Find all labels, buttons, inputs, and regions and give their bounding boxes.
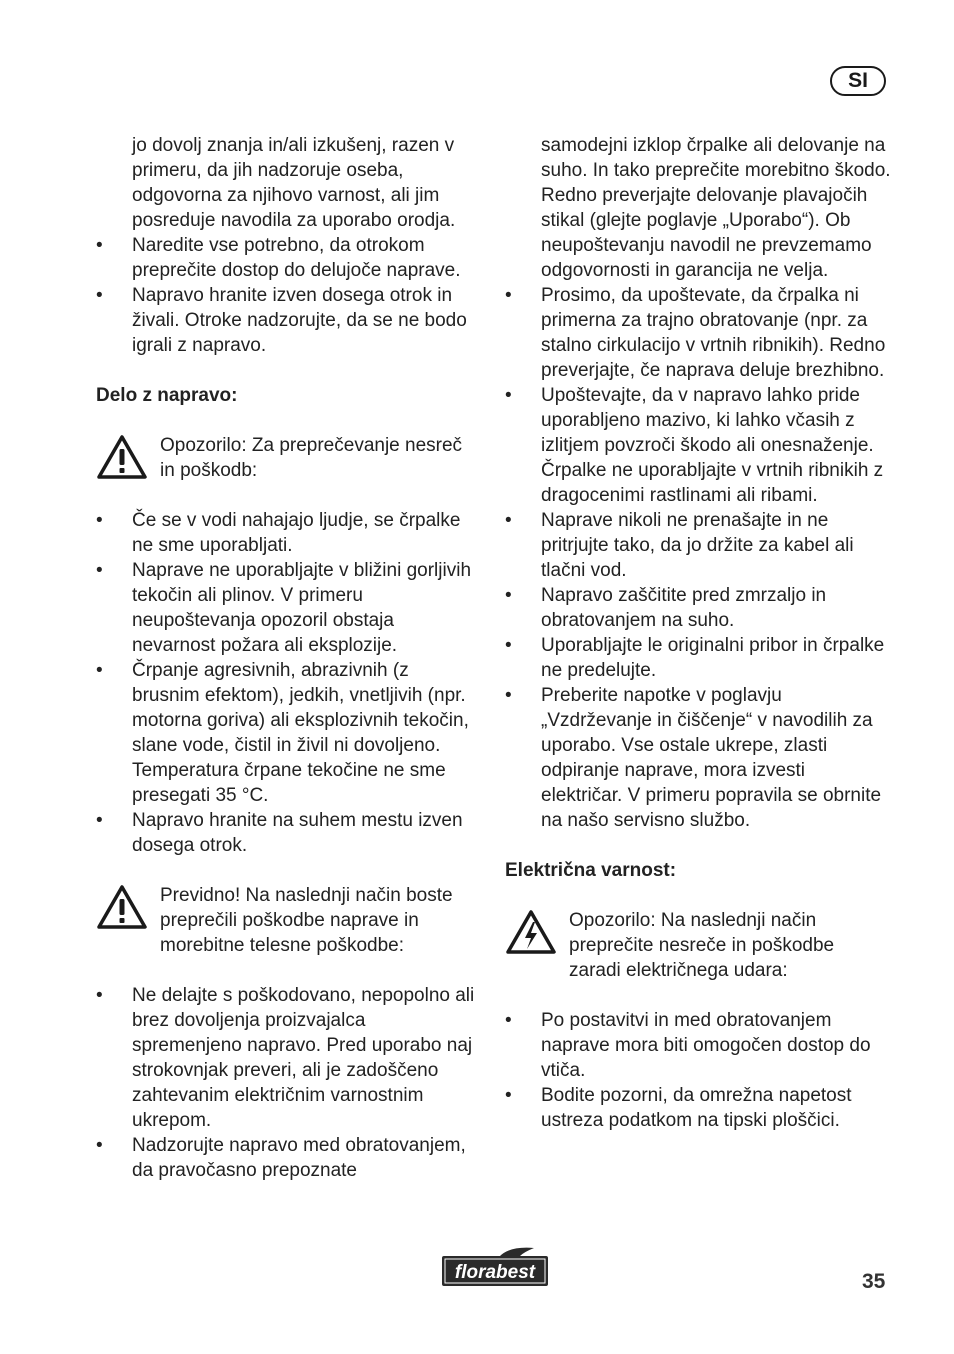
- list-item: [505, 508, 891, 583]
- bullet-dot: •: [505, 585, 512, 606]
- list-item-text: Uporabljajte le originalni pribor in črpalke ne predelujte.: [541, 635, 885, 681]
- section-heading-electrical: Električna varnost:: [505, 860, 677, 881]
- list-item-text: Naprave nikoli ne prenašajte in ne pritrjujte tako, da jo držite za kabel ali tlačni vod.: [541, 510, 854, 581]
- bullet-dot: •: [96, 510, 103, 531]
- electrical-warning-block: [505, 908, 891, 983]
- list-item: [96, 658, 480, 808]
- list-item: [96, 558, 480, 658]
- bullet-list: [505, 1008, 891, 1133]
- bullet-dot: •: [96, 660, 103, 681]
- list-item: [505, 683, 891, 833]
- list-item: [96, 808, 480, 858]
- list-item-text: Napravo hranite izven dosega otrok in živali. Otroke nadzorujte, da se ne bodo igrali z napravo.: [132, 285, 467, 356]
- continuation-text: samodejni izklop črpalke ali delovanje na suho. In tako preprečite morebitno škodo. Redno preverjajte delovanje plavajočih stikal (glejte poglavje „Uporabo“). Ob neupoštevanju navodil ne prevzemamo odgovornosti in garancija ne velja.: [541, 135, 891, 281]
- bullet-list: [96, 508, 480, 858]
- bullet-list: [96, 983, 480, 1183]
- bullet-dot: •: [505, 510, 512, 531]
- bullet-list: [96, 233, 480, 358]
- florabest-logo: [438, 1244, 552, 1290]
- electric-hazard-icon: [505, 908, 557, 956]
- bullet-dot: •: [96, 560, 103, 581]
- list-item-text: Ne delajte s poškodovano, nepopolno ali brez dovoljenja proizvajalca spremenjeno napravo. Pred uporabo naj strokovnjak preveri, ali je zadoščeno zahtevanim električnim varnostnim ukrepom.: [132, 985, 475, 1131]
- list-item-text: Nadzorujte napravo med obratovanjem, da pravočasno prepoznate: [132, 1135, 466, 1181]
- list-item-text: Po postavitvi in med obratovanjem naprave mora biti omogočen dostop do vtiča.: [541, 1010, 871, 1081]
- warning-triangle-icon: [96, 883, 148, 931]
- list-item-text: Napravo zaščitite pred zmrzaljo in obratovanjem na suho.: [541, 585, 827, 631]
- warning-text: Opozorilo: Za preprečevanje nesreč in poškodb:: [160, 435, 463, 481]
- list-item-text: Če se v vodi nahajajo ljudje, se črpalke ne sme uporabljati.: [132, 510, 461, 556]
- bullet-dot: •: [96, 985, 103, 1006]
- bullet-dot: •: [505, 285, 512, 306]
- list-item: [505, 383, 891, 508]
- list-item-text: Bodite pozorni, da omrežna napetost ustreza podatkom na tipski ploščici.: [541, 1085, 852, 1131]
- list-item-text: Črpanje agresivnih, abrazivnih (z brusnim efektom), jedkih, vnetljivih (npr. motorna goriva) ali eksplozivnih tekočin, slane vode, čistil in živil ni dovoljeno. Temperatura črpane tekočine ne sme presegati 35 °C.: [132, 660, 469, 806]
- caution-text: Previdno! Na naslednji način boste preprečili poškodbe naprave in morebitne telesne poškodbe:: [160, 885, 453, 956]
- logo-text: florabest: [454, 1262, 536, 1283]
- bullet-dot: •: [96, 810, 103, 831]
- page-number: 35: [862, 1270, 886, 1293]
- bullet-dot: •: [96, 285, 103, 306]
- list-item-text: Upoštevajte, da v napravo lahko pride uporabljeno mazivo, ki lahko včasih z izlitjem povzroči škodo ali onesnaženje. Črpalke ne uporabljajte v vrtnih ribnikih z dragocenimi rastlinami ali ribami.: [541, 385, 884, 506]
- list-item-text: Naprave ne uporabljajte v bližini gorljivih tekočin ali plinov. V primeru neupoštevanja opozoril obstaja nevarnost požara ali eksplozije.: [132, 560, 472, 656]
- language-badge: SI: [830, 66, 886, 96]
- left-column: [96, 133, 480, 1183]
- bullet-dot: •: [505, 685, 512, 706]
- bullet-dot: •: [505, 1085, 512, 1106]
- list-item: [96, 508, 480, 558]
- list-item: [96, 283, 480, 358]
- warning-block: [96, 433, 480, 483]
- right-column: [505, 133, 891, 1133]
- section-heading-work: Delo z napravo:: [96, 385, 238, 406]
- bullet-dot: •: [505, 1010, 512, 1031]
- list-item: [505, 583, 891, 633]
- bullet-dot: •: [505, 385, 512, 406]
- bullet-dot: •: [96, 1135, 103, 1156]
- warning-triangle-icon: [96, 433, 148, 481]
- continuation-text: jo dovolj znanja in/ali izkušenj, razen v primeru, da jih nadzoruje oseba, odgovorna za njihovo varnost, ali jim posreduje navodila za uporabo orodja.: [132, 135, 456, 231]
- list-item: [505, 1083, 891, 1133]
- bullet-list: [505, 283, 891, 833]
- list-item: [505, 633, 891, 683]
- electrical-warning-text: Opozorilo: Na naslednji način preprečite nesreče in poškodbe zaradi električnega udara:: [569, 910, 835, 981]
- caution-block: [96, 883, 480, 958]
- list-item: [96, 233, 480, 283]
- list-item: [96, 1133, 480, 1183]
- list-item-text: Preberite napotke v poglavju „Vzdrževanje in čiščenje“ v navodilih za uporabo. Vse ostale ukrepe, zlasti odpiranje naprave, mora izvesti električar. V primeru popravila se obrnite na našo servisno službo.: [541, 685, 882, 831]
- bullet-dot: •: [505, 635, 512, 656]
- list-item: [96, 983, 480, 1133]
- list-item-text: Naredite vse potrebno, da otrokom preprečite dostop do delujoče naprave.: [132, 235, 461, 281]
- list-item: [505, 1008, 891, 1083]
- bullet-dot: •: [96, 235, 103, 256]
- list-item-text: Prosimo, da upoštevate, da črpalka ni primerna za trajno obratovanje (npr. za stalno cirkulacijo v vrtnih ribnikih). Redno preverjajte, če naprava deluje brezhibno.: [541, 285, 886, 381]
- list-item: [505, 283, 891, 383]
- list-item-text: Napravo hranite na suhem mestu izven dosega otrok.: [132, 810, 463, 856]
